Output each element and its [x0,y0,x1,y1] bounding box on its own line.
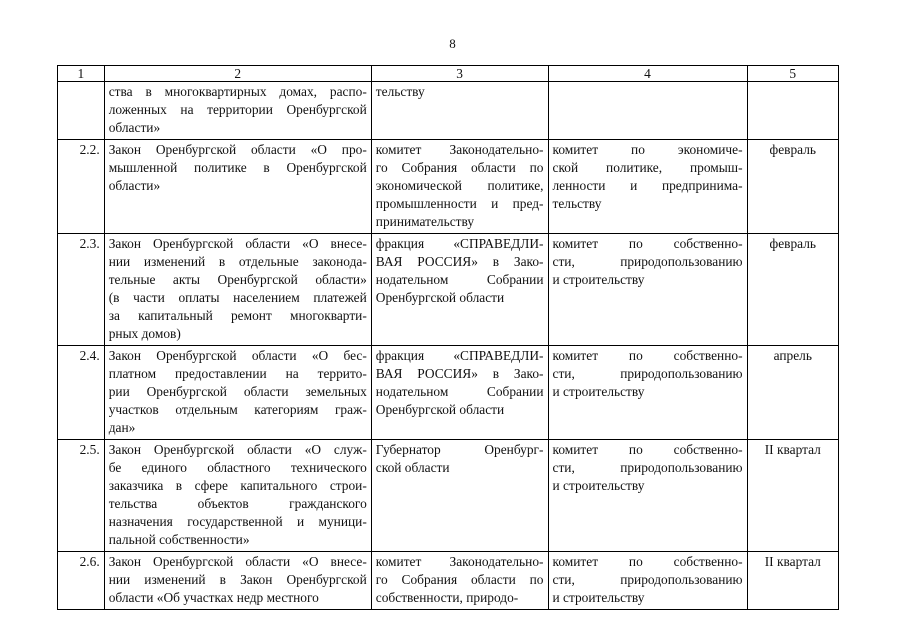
responsible-committee-line: сти, природопользованию [552,572,743,587]
item-number: 2.6. [58,552,105,610]
deadline: апрель [747,346,838,440]
initiator-line: ВАЯ РОССИЯ» в Зако- [375,366,544,381]
law-title-cell [104,440,371,552]
initiator-line: нодательном Собрании [375,272,544,287]
responsible-committee-cell [548,552,747,610]
item-number: 2.5. [58,440,105,552]
law-title-cell [104,82,371,140]
item-number: 2.4. [58,346,105,440]
initiator-line: комитет Законодательно- [375,554,544,569]
initiator-line: тельству [375,84,425,99]
responsible-committee-cell [548,346,747,440]
responsible-committee-cell [548,82,747,140]
table-row [58,140,839,234]
law-title-line: пальной собственности» [108,532,250,547]
law-title-line: области «Об участках недр местного [108,590,319,605]
law-title-line: участков отдельным категориям граж- [108,402,367,417]
law-title-line: рии Оренбургской области земельных [108,384,367,399]
initiator-line: фракция «СПРАВЕДЛИ- [375,348,544,363]
table-row [58,82,839,140]
law-title-line: области» [108,178,161,193]
deadline: февраль [747,234,838,346]
law-title-line: дан» [108,420,136,435]
law-title-line: Закон Оренбургской области «О про- [108,142,367,157]
responsible-committee-line: комитет по собственно- [552,442,743,457]
law-title-line: нии изменений в отдельные законода- [108,254,367,269]
law-title-cell [104,234,371,346]
initiator-line: собственности, природо- [375,590,519,605]
law-title-line: за капитальный ремонт многокварти- [108,308,367,323]
responsible-committee-cell [548,140,747,234]
column-number-4: 4 [548,66,747,82]
responsible-committee-line: и строительству [552,590,645,605]
law-title-line: Закон Оренбургской области «О внесе- [108,554,367,569]
page-number: 8 [449,36,456,51]
initiator-cell [371,346,548,440]
item-number [58,82,105,140]
responsible-committee-line: ленности и предпринима- [552,178,743,193]
law-title-line: тельства объектов гражданского [108,496,367,511]
responsible-committee-line: сти, природопользованию [552,366,743,381]
initiator-line: экономической политике, [375,178,544,193]
law-title-cell [104,552,371,610]
initiator-line: промышленности и пред- [375,196,544,211]
initiator-cell [371,440,548,552]
table-body [58,82,839,610]
column-number-3: 3 [371,66,548,82]
initiator-line: ВАЯ РОССИЯ» в Зако- [375,254,544,269]
law-title-line: области» [108,120,161,135]
responsible-committee-line: комитет по экономиче- [552,142,743,157]
column-number-5: 5 [747,66,838,82]
column-number-1: 1 [58,66,105,82]
column-number-row [58,66,839,82]
initiator-line: Губернатор Оренбург- [375,442,544,457]
column-number-2: 2 [104,66,371,82]
law-title-line: Закон Оренбургской области «О бес- [108,348,367,363]
responsible-committee-line: комитет по собственно- [552,236,743,251]
law-title-line: бе единого областного технического [108,460,367,475]
deadline: II квартал [747,552,838,610]
initiator-cell [371,140,548,234]
law-title-line: нии изменений в Закон Оренбургской [108,572,367,587]
law-title-cell [104,140,371,234]
responsible-committee-line: сти, природопользованию [552,460,743,475]
law-title-line: (в части оплаты населением платежей [108,290,367,305]
responsible-committee-cell [548,234,747,346]
law-title-line: рных домов) [108,326,181,341]
item-number: 2.3. [58,234,105,346]
initiator-line: го Собрания области по [375,572,544,587]
initiator-line: Оренбургской области [375,402,505,417]
deadline: II квартал [747,440,838,552]
initiator-cell [371,82,548,140]
initiator-line: комитет Законодательно- [375,142,544,157]
law-title-line: заказчика в сфере капитального строи- [108,478,367,493]
item-number: 2.2. [58,140,105,234]
initiator-line: фракция «СПРАВЕДЛИ- [375,236,544,251]
legislation-plan-table [57,65,839,610]
responsible-committee-line: комитет по собственно- [552,348,743,363]
law-title-line: назначения государственной и муници- [108,514,367,529]
initiator-line: ской области [375,460,450,475]
initiator-cell [371,552,548,610]
law-title-cell [104,346,371,440]
law-title-line: Закон Оренбургской области «О служ- [108,442,367,457]
responsible-committee-line: и строительству [552,478,645,493]
responsible-committee-cell [548,440,747,552]
responsible-committee-line: и строительству [552,272,645,287]
responsible-committee-line: и строительству [552,384,645,399]
law-title-line: платном предоставлении на террито- [108,366,367,381]
responsible-committee-line: тельству [552,196,602,211]
initiator-line: Оренбургской области [375,290,505,305]
deadline [747,82,838,140]
law-title-line: мышленной политике в Оренбургской [108,160,367,175]
table-row [58,234,839,346]
deadline: февраль [747,140,838,234]
responsible-committee-line: сти, природопользованию [552,254,743,269]
table-row [58,346,839,440]
law-title-line: ложенных на территории Оренбургской [108,102,367,117]
responsible-committee-line: ской политике, промыш- [552,160,743,175]
initiator-line: го Собрания области по [375,160,544,175]
law-title-line: ства в многоквартирных домах, распо- [108,84,367,99]
responsible-committee-line: комитет по собственно- [552,554,743,569]
table-row [58,440,839,552]
table-row [58,552,839,610]
initiator-cell [371,234,548,346]
law-title-line: тельные акты Оренбургской области» [108,272,367,287]
initiator-line: принимательству [375,214,475,229]
initiator-line: нодательном Собрании [375,384,544,399]
law-title-line: Закон Оренбургской области «О внесе- [108,236,367,251]
